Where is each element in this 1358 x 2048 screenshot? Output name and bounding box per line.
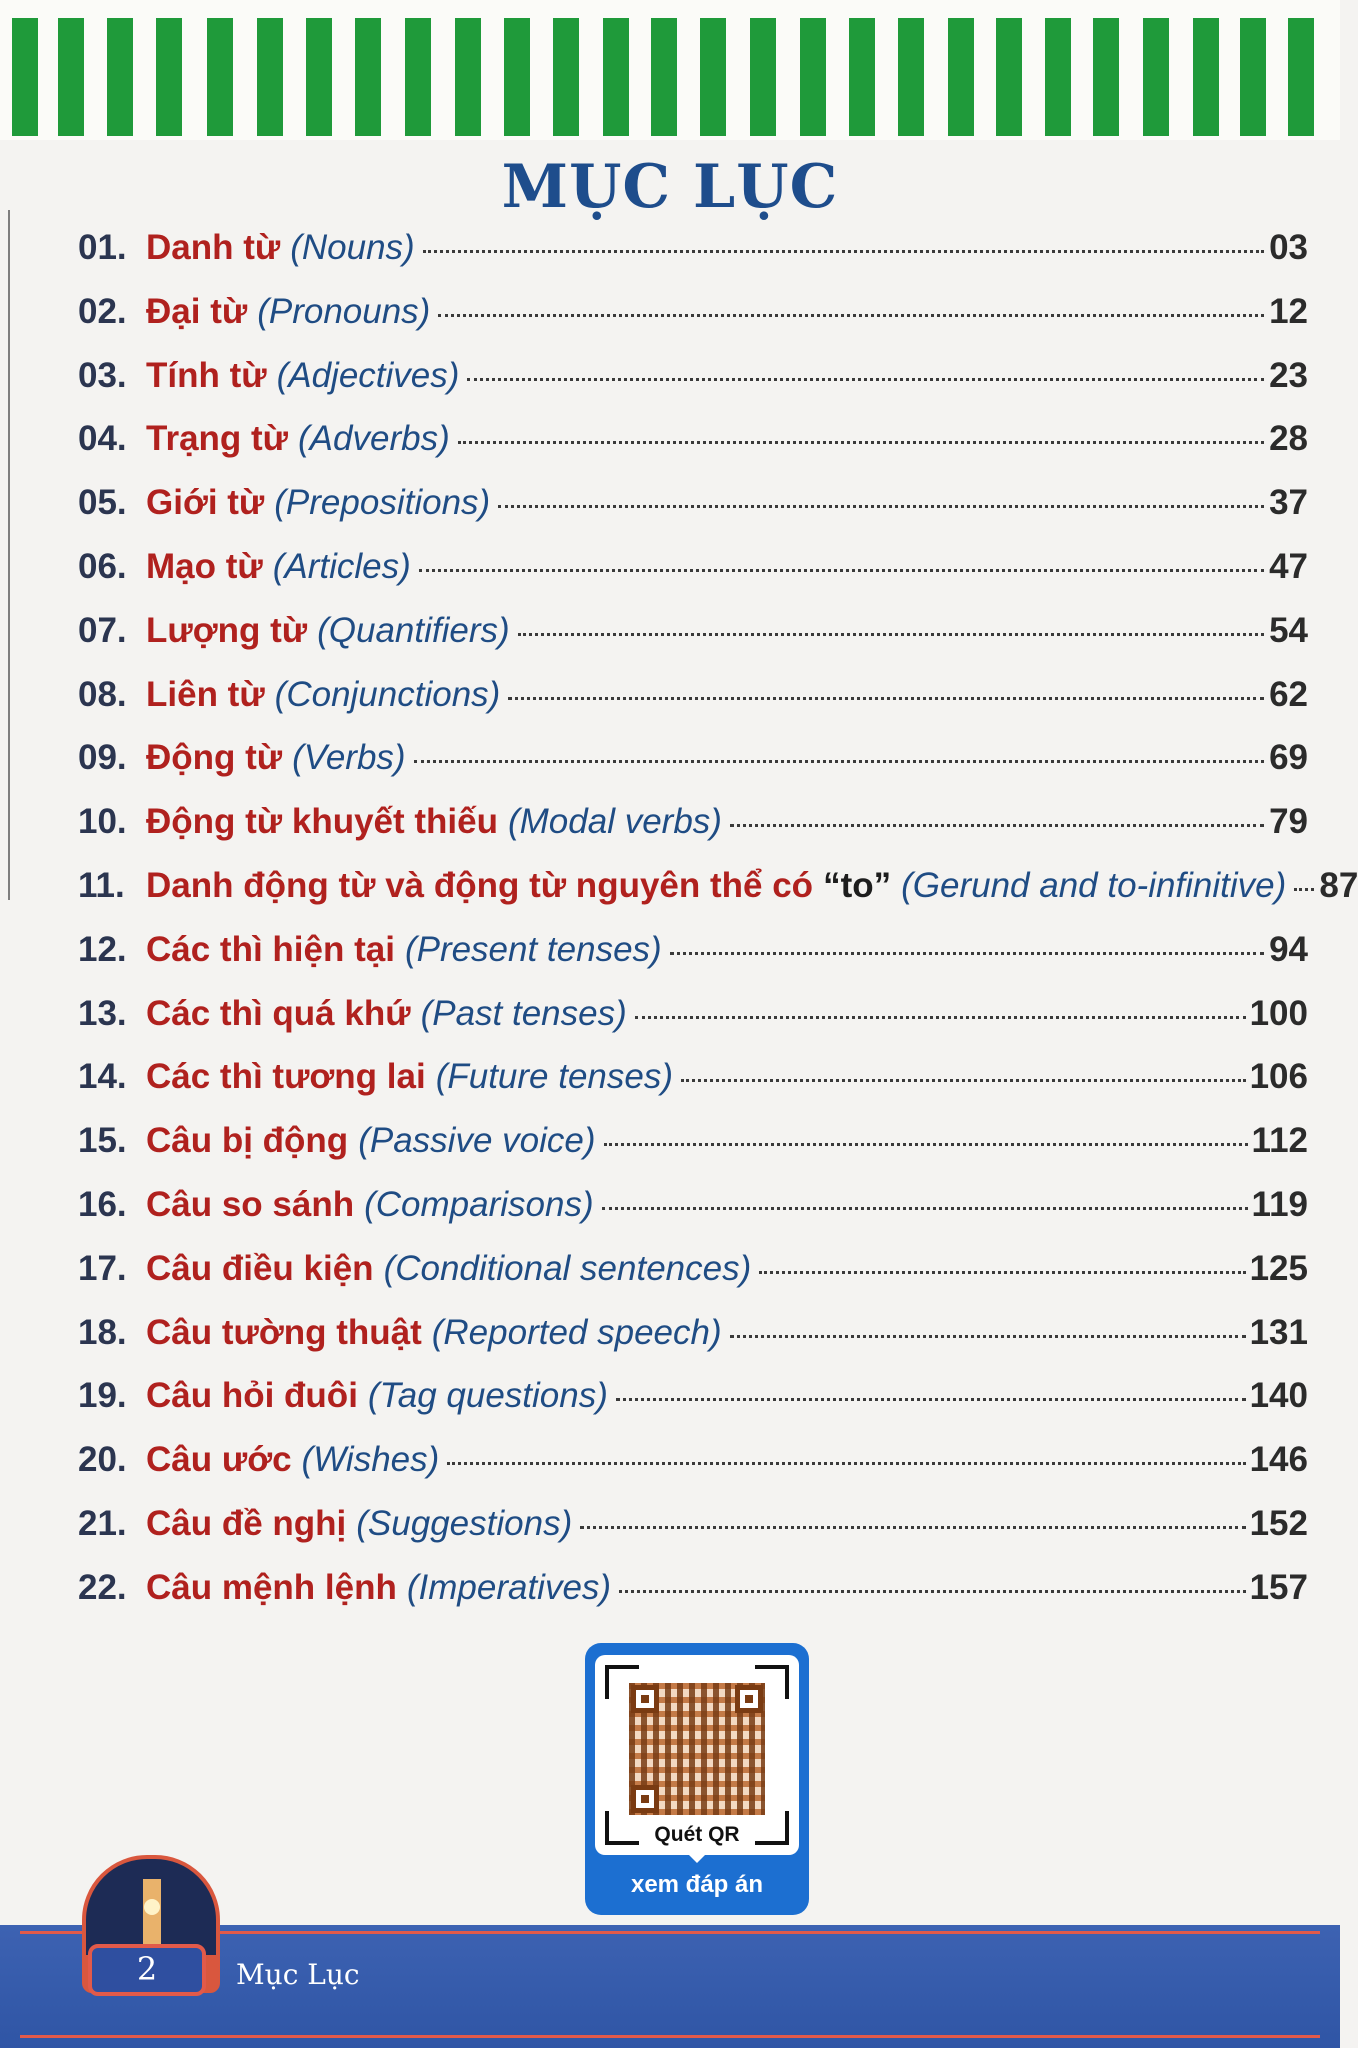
stripe [1045, 18, 1071, 136]
toc-leader-dots [580, 1526, 1245, 1529]
toc-english-title: (Passive voice) [358, 1121, 596, 1161]
toc-leader-dots [414, 760, 1264, 763]
stripe [504, 18, 530, 136]
footer-section-label: Mục Lục [236, 1958, 360, 1991]
qr-scan-label: Quét QR [654, 1823, 740, 1846]
toc-number: 17. [78, 1248, 127, 1288]
toc-leader-dots [730, 824, 1264, 827]
toc-vietnamese-title: Câu bị động [146, 1121, 349, 1161]
toc-leader-dots [498, 505, 1264, 508]
toc-entry[interactable] [78, 1121, 1308, 1185]
toc-leader-dots [508, 697, 1264, 700]
stripe [553, 18, 579, 136]
toc-number: 20. [78, 1440, 127, 1480]
toc-page-number: 54 [1269, 610, 1308, 650]
toc-english-title: (Past tenses) [420, 993, 627, 1033]
page-title: MỤC LỤC [501, 152, 839, 222]
toc-leader-dots [681, 1079, 1246, 1082]
toc-english-title: (Wishes) [301, 1440, 440, 1480]
toc-page-number: 23 [1269, 355, 1308, 395]
toc-number: 09. [78, 738, 127, 778]
clock-face-icon [144, 1899, 160, 1915]
toc-page-number: 62 [1269, 674, 1308, 714]
toc-entry[interactable] [78, 1185, 1308, 1249]
stripe [1093, 18, 1119, 136]
toc-page-number: 47 [1269, 546, 1308, 586]
stripe [1143, 18, 1169, 136]
toc-english-title: (Quantifiers) [317, 610, 510, 650]
toc-leader-dots [1294, 888, 1314, 891]
stripe [58, 18, 84, 136]
qr-finder-icon [631, 1785, 659, 1813]
stripe [405, 18, 431, 136]
toc-number: 01. [78, 228, 127, 267]
toc-page-number: 152 [1249, 1503, 1308, 1543]
toc-vietnamese-title: Câu mệnh lệnh [146, 1567, 397, 1607]
toc-leader-dots [604, 1143, 1248, 1146]
toc-page-number: 140 [1249, 1376, 1308, 1416]
toc-vietnamese-title: Giới từ [146, 483, 265, 523]
toc-leader-dots [518, 633, 1264, 636]
toc-english-title: (Adjectives) [276, 355, 460, 395]
toc-page-number: 69 [1269, 738, 1308, 778]
toc-entry[interactable] [78, 738, 1308, 802]
qr-finder-icon [631, 1685, 659, 1713]
toc-vietnamese-title: Câu so sánh [146, 1184, 355, 1224]
top-stripe-border [0, 0, 1340, 140]
toc-entry[interactable] [78, 1376, 1308, 1440]
toc-number: 19. [78, 1376, 127, 1416]
stripe [651, 18, 677, 136]
toc-page-number: 87 [1319, 865, 1358, 905]
toc-leader-dots [616, 1398, 1246, 1401]
toc-english-title: (Verbs) [292, 738, 406, 778]
toc-vietnamese-title: Mạo từ [146, 546, 263, 586]
page-number: 2 [136, 1950, 158, 1988]
toc-entry[interactable] [78, 228, 1308, 292]
toc-vietnamese-title: Động từ [146, 738, 283, 778]
toc-page-number: 03 [1269, 228, 1308, 267]
toc-page-number: 157 [1249, 1567, 1308, 1607]
toc-entry[interactable] [78, 1313, 1308, 1377]
toc-number: 08. [78, 674, 127, 714]
toc-english-title: (Present tenses) [404, 929, 662, 969]
toc-english-title: (Articles) [272, 546, 411, 586]
qr-caption: xem đáp án [630, 1871, 764, 1898]
toc-number: 03. [78, 355, 127, 395]
toc-english-title: (Comparisons) [364, 1184, 594, 1224]
toc-leader-dots [635, 1016, 1246, 1019]
toc-vietnamese-title: Trạng từ [146, 419, 289, 459]
stripe [948, 18, 974, 136]
toc-leader-dots [423, 250, 1264, 253]
toc-number: 14. [78, 1057, 127, 1097]
toc-page-number: 125 [1249, 1248, 1308, 1288]
footer-rule [20, 2035, 1320, 2038]
toc-entry[interactable] [78, 1568, 1308, 1632]
stripe [156, 18, 182, 136]
toc-vietnamese-title: Các thì hiện tại [146, 929, 395, 969]
stripe [849, 18, 875, 136]
toc-number: 18. [78, 1312, 127, 1352]
toc-vietnamese-title: Danh động từ và động từ nguyên thể có [146, 865, 814, 905]
qr-frame [595, 1655, 799, 1855]
toc-number: 22. [78, 1567, 127, 1607]
toc-english-title: (Tag questions) [367, 1376, 608, 1416]
toc-english-title: (Adverbs) [298, 419, 450, 459]
toc-entry[interactable] [78, 419, 1308, 483]
toc-number: 10. [78, 802, 127, 842]
toc-entry[interactable] [78, 994, 1308, 1058]
toc-entry[interactable] [78, 611, 1308, 675]
toc-leader-dots [602, 1207, 1248, 1210]
toc-entry[interactable] [78, 1504, 1308, 1568]
table-of-contents [78, 228, 1358, 1632]
toc-entry[interactable] [78, 292, 1308, 356]
toc-entry[interactable] [78, 675, 1308, 739]
toc-leader-dots [458, 441, 1264, 444]
stripe [306, 18, 332, 136]
toc-vietnamese-title: Liên từ [146, 674, 265, 714]
toc-english-title: (Gerund and to-infinitive) [901, 865, 1287, 905]
toc-english-title: (Future tenses) [435, 1057, 674, 1097]
toc-leader-dots [467, 378, 1264, 381]
qr-code-icon[interactable] [629, 1683, 765, 1815]
toc-vietnamese-title: Lượng từ [146, 610, 308, 650]
toc-entry[interactable] [78, 930, 1308, 994]
toc-page-number: 112 [1251, 1121, 1308, 1161]
stripe [996, 18, 1022, 136]
toc-english-title: (Reported speech) [431, 1312, 722, 1352]
toc-leader-dots [438, 314, 1264, 317]
qr-card[interactable] [585, 1643, 809, 1915]
toc-page-number: 94 [1269, 929, 1308, 969]
toc-number: 16. [78, 1184, 127, 1224]
stripe [455, 18, 481, 136]
toc-vietnamese-title: Câu điều kiện [146, 1248, 374, 1288]
toc-english-title: (Nouns) [290, 228, 415, 267]
stripe [107, 18, 133, 136]
toc-page-number: 119 [1251, 1184, 1308, 1224]
stripe [257, 18, 283, 136]
qr-finder-icon [735, 1685, 763, 1713]
toc-leader-dots [419, 569, 1264, 572]
qr-pointer-icon [685, 1851, 709, 1863]
toc-leader-dots [759, 1271, 1245, 1274]
toc-number: 07. [78, 610, 127, 650]
stripe [603, 18, 629, 136]
toc-page-number: 12 [1269, 291, 1308, 331]
stripe [1193, 18, 1219, 136]
toc-entry[interactable] [78, 547, 1308, 611]
toc-number: 04. [78, 419, 127, 459]
toc-leader-dots [447, 1462, 1245, 1465]
toc-vietnamese-title: Câu hỏi đuôi [146, 1376, 358, 1416]
toc-vietnamese-title: Các thì tương lai [146, 1057, 426, 1097]
toc-page-number: 106 [1249, 1057, 1308, 1097]
toc-english-title: (Suggestions) [356, 1503, 573, 1543]
stripe [800, 18, 826, 136]
page-edge-line [8, 210, 10, 900]
toc-vietnamese-title: Đại từ [146, 291, 248, 331]
toc-english-title: (Conditional sentences) [383, 1248, 752, 1288]
toc-entry[interactable] [78, 1440, 1308, 1504]
toc-number: 15. [78, 1121, 127, 1161]
toc-number: 05. [78, 483, 127, 523]
toc-english-title: (Conjunctions) [274, 674, 501, 714]
toc-entry[interactable] [78, 865, 1358, 930]
toc-vietnamese-title: Tính từ [146, 355, 267, 395]
toc-page-number: 28 [1269, 419, 1308, 459]
stripe [207, 18, 233, 136]
toc-english-title: (Pronouns) [257, 291, 431, 331]
toc-leader-dots [670, 952, 1264, 955]
stripe [1288, 18, 1314, 136]
toc-entry[interactable] [78, 802, 1308, 866]
stripe [898, 18, 924, 136]
toc-page-number: 131 [1249, 1312, 1308, 1352]
toc-vietnamese-quote: “to” [823, 865, 892, 905]
toc-english-title: (Prepositions) [274, 483, 491, 523]
toc-page-number: 79 [1269, 802, 1308, 842]
toc-entry[interactable] [78, 356, 1308, 420]
toc-vietnamese-title: Câu đề nghị [146, 1503, 347, 1543]
stripe [12, 18, 38, 136]
stripe [700, 18, 726, 136]
toc-number: 11. [78, 865, 125, 905]
toc-page-number: 100 [1249, 993, 1308, 1033]
toc-page-number: 146 [1249, 1440, 1308, 1480]
toc-entry[interactable] [78, 1057, 1308, 1121]
toc-vietnamese-title: Các thì quá khứ [146, 993, 411, 1033]
toc-page-number: 37 [1269, 483, 1308, 523]
toc-number: 21. [78, 1503, 127, 1543]
toc-leader-dots [619, 1590, 1246, 1593]
toc-number: 12. [78, 929, 127, 969]
toc-number: 06. [78, 546, 127, 586]
toc-leader-dots [730, 1335, 1246, 1338]
toc-english-title: (Imperatives) [406, 1567, 612, 1607]
toc-entry[interactable] [78, 483, 1308, 547]
toc-english-title: (Modal verbs) [508, 802, 722, 842]
toc-vietnamese-title: Câu tường thuật [146, 1312, 422, 1352]
stripe [750, 18, 776, 136]
toc-vietnamese-title: Câu ước [146, 1440, 292, 1480]
stripe [1240, 18, 1266, 136]
toc-vietnamese-title: Động từ khuyết thiếu [146, 802, 498, 842]
toc-number: 02. [78, 291, 127, 331]
toc-entry[interactable] [78, 1249, 1308, 1313]
toc-vietnamese-title: Danh từ [146, 228, 281, 267]
toc-number: 13. [78, 993, 127, 1033]
stripe [355, 18, 381, 136]
